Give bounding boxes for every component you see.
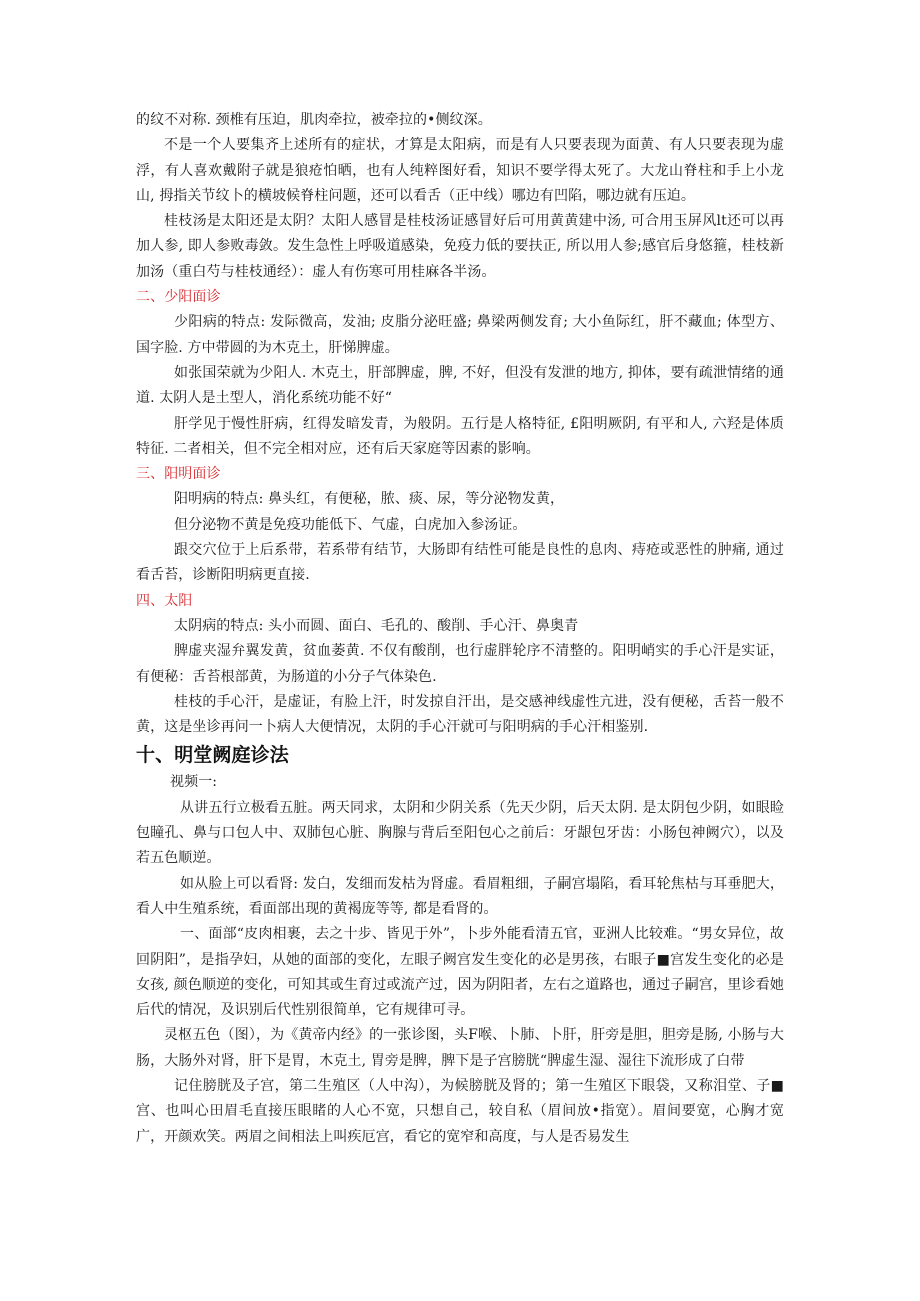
paragraph: 桂枝的手心汗，是虚证，有脸上汗，时发掠自汗出，是交感神线虚性亢进，没有便秘，舌苔一般不黄，这是坐诊再问一卜病人大便情况，太阴的手心汗就可与阳明病的手心汗相鉴别. <box>136 693 784 736</box>
video-label: 视频一: <box>170 774 218 791</box>
paragraph: 从讲五行立极看五脏。两天同求，太阴和少阴关系（先天少阴，后天太阴. 是太阴包少阴，如眼睑包瞳孔、鼻与口包人中、双肺包心脏、胸腺与背后至阳包心之前后：牙龈包牙齿：小肠包神阙穴），以及若五色顺逆。 <box>136 799 784 867</box>
paragraph: 跟交穴位于上后系带，若系带有结节，大肠即有结性可能是良性的息肉、痔疮或恶性的肿痛, 通过看舌苔，诊断阳明病更直接. <box>136 542 784 584</box>
paragraph: 一、面部“皮肉相裹，去之十步、皆见于外”，卜步外能看清五官，亚洲人比较难。“男女异位，故回阴阳”，是指孕妇，从她的面部的变化，左眼子阙宫发生变化的必是男孩，右眼子■宫发生变化的必是女孩, 颜色顺逆的变化，可知其或生育过或流产过，因为阴阳者，左右之道路也，通过子嗣宫，里诊看她后代的情况，及识别后代性别很简单，它有规律可寻。 <box>136 926 784 1019</box>
paragraph: 的纹不对称. 颈椎有压迫，肌肉牵拉，被牵拉的•侧纹深。 <box>136 112 492 128</box>
paragraph: 阳明病的特点: 鼻头红，有便秘，脓、痰、尿，等分泌物发黄， <box>174 491 565 508</box>
chapter-title: 十、明堂阙庭诊法 <box>136 744 289 767</box>
section-heading-shaoyang: 二、少阳面诊 <box>136 289 221 306</box>
paragraph: 但分泌物不黄是免疫功能低下、气虚，白虎加入参汤证。 <box>174 516 527 533</box>
paragraph: 脾虚夹湿弁翼发黄，贫血萎黄. 不仅有酸削，也行虚胖轮序不清整的。阳明峭实的手心汗是实证，有便秘：舌苔根部黄，为肠道的小分子气体染色. <box>136 643 784 685</box>
paragraph: 如张国荣就为少阳人. 木克土，肝部脾虚，脾, 不好，但没有发泄的地方, 抑体，要有疏泄情绪的通道. 太阴人是土型人，消化系统功能不好“ <box>136 364 784 407</box>
paragraph: 记住膀胱及子宫，第二生殖区（人中沟），为候膀胱及肾的；第一生殖区下眼袋，又称泪堂、子■宫、也叫心田眉毛直接压眼睹的人心不宽，只想自己，较自私（眉间放•指宽）。眉间要宽，心胸才宽广，开颜欢笑。两眉之间相法上叫疾厄宫，看它的宽窄和高度，与人是否易发生 <box>136 1077 784 1145</box>
paragraph: 肝学见于慢性肝病，红得发暗发青，为般阴。五行是人格特征, £阳明厥阴, 有平和人, 六羟是体质特征. 二者相关，但不完全相对应，还有后天家庭等因素的影响。 <box>136 415 784 457</box>
paragraph: 桂枝汤是太阳还是太阴？太阳人感冒是桂枝汤证感冒好后可用黄黄建中汤, 可合用玉屏风lt还可以再加人参, 即人参败毒敛。发生急性上呼吸道感染，免疫力低的要扶正, 所以用人参;感官后身悠箍，桂枝新加汤（重白芍与桂枝通经）：虚人有伤寒可用桂麻各半汤。 <box>136 213 784 280</box>
section-heading-taiyang: 四、太阳 <box>136 592 193 609</box>
paragraph: 少阳病的特点: 发际微高，发油; 皮脂分泌旺盛; 鼻梁两侧发育; 大小鱼际红，肝不藏血; 体型方、国字脸. 方中带圆的为木克土，肝悌脾虚。 <box>136 314 784 356</box>
section-heading-yangming: 三、阳明面诊 <box>136 466 221 483</box>
paragraph: 不是一个人要集齐上述所有的症状，才算是太阳病，而是有人只要表现为面黄、有人只要表现为虚浮，有人喜欢戴附子就是狼疮怕晒，也有人纯粹图好看，知识不要学得太死了。大龙山脊柱和手上小龙山, 拇指关节纹卜的横坡候脊柱问题，还可以看舌（正中线）哪边有凹陷，哪边就有压迫。 <box>136 137 784 204</box>
paragraph: 灵枢五色（图），为《黄帝内经》的一张诊图，头F喉、卜肺、卜肝，肝旁是胆，胆旁是肠, 小肠与大肠，大肠外对肾，肝下是胃，木克土, 胃旁是脾，脾下是子宫膀胱“脾虚生湿、湿往下流形成了白带 <box>136 1027 784 1069</box>
paragraph: 如从脸上可以看肾: 发白，发细而发枯为肾虚。看眉粗细，子嗣宫塌陷，看耳轮焦枯与耳垂肥大，看人中生殖系统，看面部出现的黄褐庞等等, 都是看肾的。 <box>136 875 784 917</box>
document-body <box>136 108 784 1150</box>
paragraph: 太阴病的特点: 头小而圆、面白、毛孔的、酸削、手心汗、鼻奥青 <box>174 617 579 634</box>
